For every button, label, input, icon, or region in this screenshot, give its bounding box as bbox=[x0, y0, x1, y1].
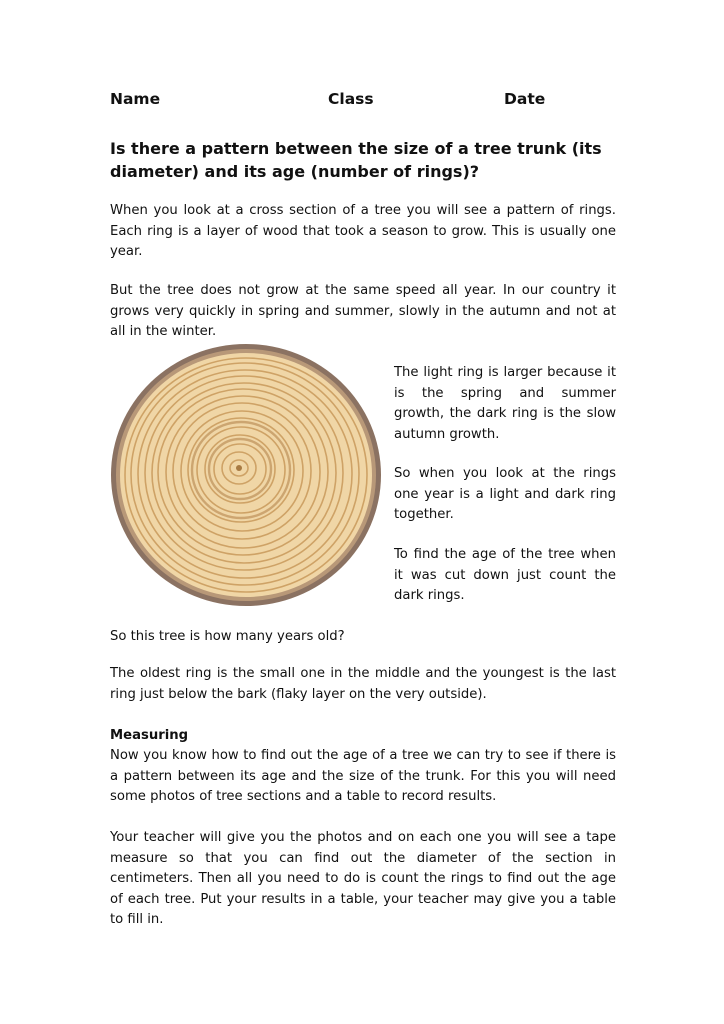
tree-ring-photo bbox=[109, 342, 383, 610]
measuring-paragraph-1: Now you know how to find out the age of a tree we can try to see if there is a pattern between its age and the size of the trunk. For this you will need some photos of tree sections and a table to record results. bbox=[110, 748, 616, 805]
ring-explanation-1: The light ring is larger because it is the spring and summer growth, the dark ring is the slow autumn growth. bbox=[394, 365, 616, 442]
intro-paragraph-1: When you look at a cross section of a tree you will see a pattern of rings. Each ring is a layer of wood that took a season to grow. This is usually one year. bbox=[110, 203, 616, 260]
age-question: So this tree is how many years old? bbox=[110, 629, 345, 644]
measuring-paragraph-2: Your teacher will give you the photos and on each one you will see a tape measure so that you can find out the diameter of the section in centimeters. Then all you need to do is count the rings to find out the age of each tree. Put your results in a table, your teacher may give you a table to fill in. bbox=[110, 830, 616, 928]
date-label: Date bbox=[504, 90, 546, 108]
measuring-heading: Measuring bbox=[110, 728, 189, 743]
worksheet-title: Is there a pattern between the size of a tree trunk (its diameter) and its age (number of rings)? bbox=[110, 139, 602, 181]
class-label: Class bbox=[328, 90, 374, 108]
worksheet-header bbox=[110, 90, 620, 114]
oldest-ring-paragraph: The oldest ring is the small one in the middle and the youngest is the last ring just below the bark (flaky layer on the very outside). bbox=[110, 666, 616, 702]
tree-pith bbox=[236, 465, 242, 471]
intro-paragraph-2: But the tree does not grow at the same speed all year. In our country it grows very quickly in spring and summer, slowly in the autumn and not at all in the winter. bbox=[110, 283, 616, 340]
ring-explanation-2: So when you look at the rings one year is a light and dark ring together. bbox=[394, 466, 616, 523]
name-label: Name bbox=[110, 90, 161, 108]
ring-explanation-3: To find the age of the tree when it was cut down just count the dark rings. bbox=[394, 547, 616, 604]
